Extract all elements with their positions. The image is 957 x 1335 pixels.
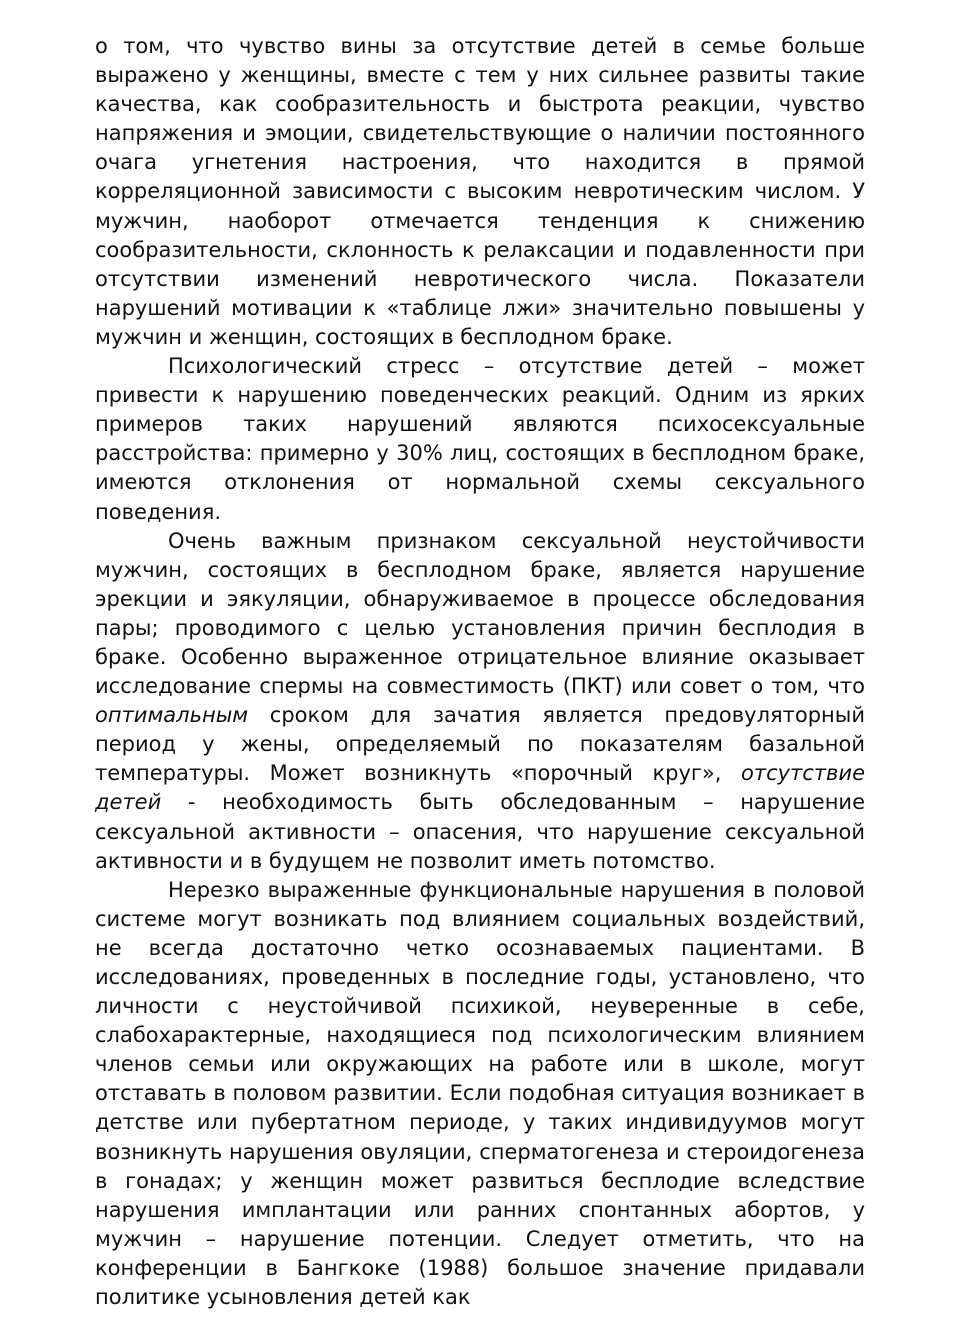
italic-term: оптимальным [95,703,249,728]
document-page [95,32,865,1312]
paragraph-1 [95,32,865,352]
paragraph-2 [95,352,865,527]
text-segment: Психологический стресс – отсутствие детей – может привести к нарушению поведенческих реакций. Одним из ярких примеров таких нарушений являются психосексуальные расстройства: примерно у 30% лиц, состоящих в бесплодном браке, имеются отклонения от нормальной схемы сексуального поведения. [95,354,865,524]
text-segment: о том, что чувство вины за отсутствие детей в семье больше выражено у женщины, вместе с тем у них сильнее развиты такие качества, как сообразительность и быстрота реакции, чувство напряжения и эмоции, свидетельствующие о наличии постоянного очага угнетения настроения, что находится в прямой корреляционной зависимости с высоким невротическим числом. У мужчин, наоборот отмечается тенденция к снижению сообразительности, склонность к релаксации и подавленности при отсутствии изменений невротического числа. Показатели нарушений мотивации к «таблице лжи» значительно повышены у мужчин и женщин, состоящих в бесплодном браке. [95,34,865,349]
paragraph-3 [95,527,865,876]
text-segment: Очень важным признаком сексуальной неустойчивости мужчин, состоящих в бесплодном браке, является нарушение эрекции и эякуляции, обнаруживаемое в процессе обследования пары; проводимого с целью установления причин бесплодия в браке. Особенно выраженное отрицательное влияние оказывает исследование спермы на совместимость (ПКТ) или совет о том, что [95,528,865,699]
text-segment: - необходимость быть обследованным – нарушение сексуальной активности – опасения, что нарушение сексуальной активности и в будущем не позволит иметь потомство. [95,790,865,873]
italic-term: отсутствие детей [95,761,865,815]
text-segment: сроком для зачатия является предовуляторный период у жены, определяемый по показателям базальной температуры. Может возникнуть «порочный круг», [95,703,865,786]
text-segment: Нерезко выраженные функциональные нарушения в половой системе могут возникать под влиянием социальных воздействий, не всегда достаточно четко осознаваемых пациентами. В исследованиях, проведенных в последние годы, установлено, что личности с неустойчивой психикой, неуверенные в себе, слабохарактерные, находящиеся под психологическим влиянием членов семьи или окружающих на работе или в школе, могут отставать в половом развитии. Если подобная ситуация возникает в детстве или пубертатном периоде, у таких индивидуумов могут возникнуть нарушения овуляции, сперматогенеза и стероидогенеза в гонадах; у женщин может развиться бесплодие вследствие нарушения имплантации или ранних спонтанных абортов, у мужчин – нарушение потенции. Следует отметить, что на конференции в Бангкоке (1988) большое значение придавали политике усыновления детей как [95,877,865,1310]
paragraph-4 [95,876,865,1312]
